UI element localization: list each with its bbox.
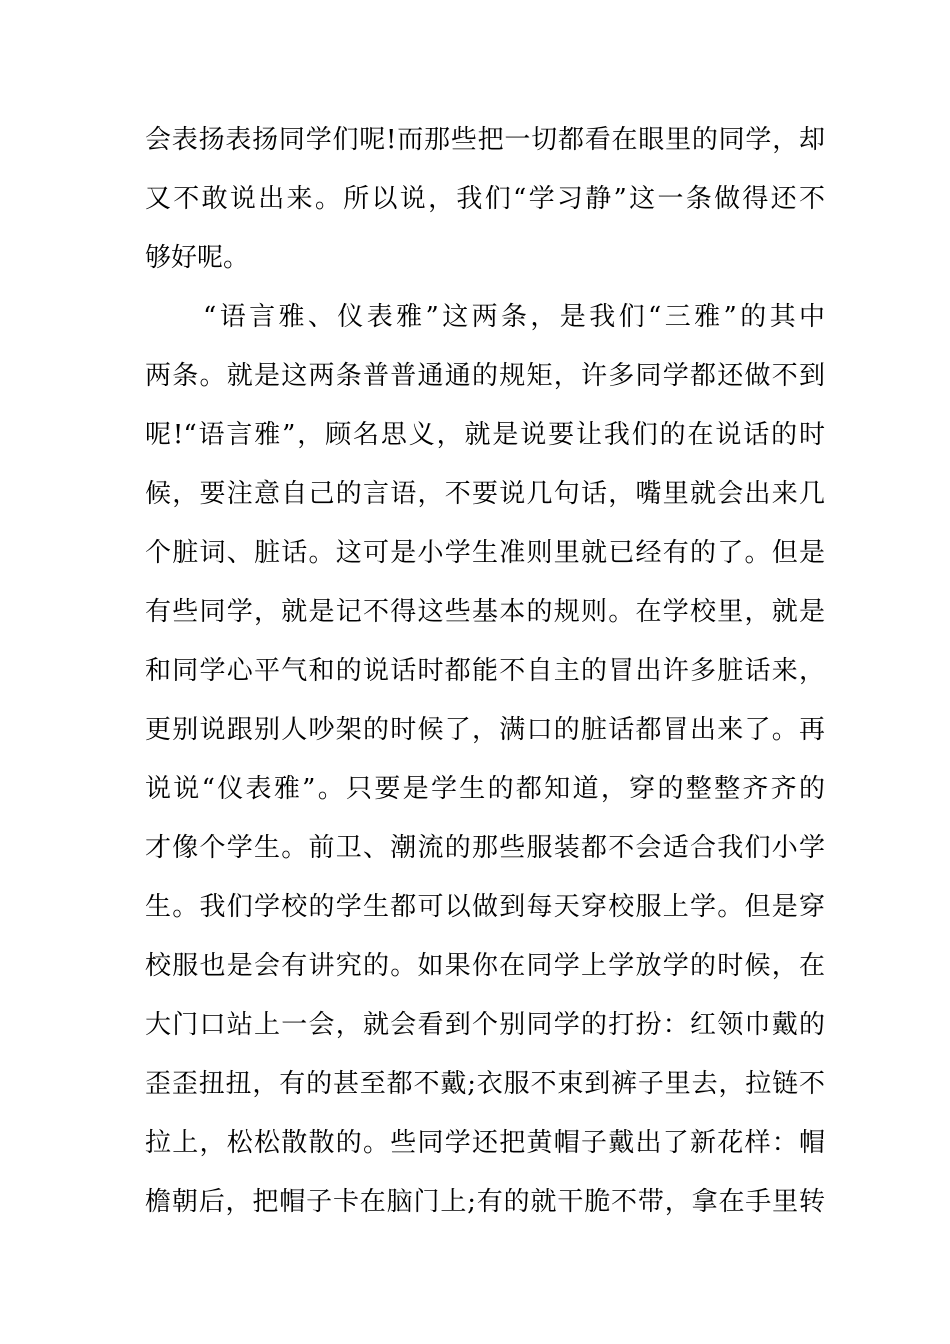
- text-line: 才像个学生。前卫、潮流的那些服装都不会适合我们小学: [145, 833, 825, 863]
- text-line: 会表扬表扬同学们呢!而那些把一切都看在眼里的同学，却: [145, 125, 825, 155]
- text-line: 候，要注意自己的言语，不要说几句话，嘴里就会出来几: [145, 479, 825, 509]
- text-line: 够好呢。: [145, 243, 250, 273]
- text-line: 歪歪扭扭，有的甚至都不戴;衣服不束到裤子里去，拉链不: [145, 1069, 825, 1099]
- text-line: 檐朝后，把帽子卡在脑门上;有的就干脆不带，拿在手里转: [145, 1187, 825, 1217]
- text-line: 又不敢说出来。所以说，我们“学习静”这一条做得还不: [145, 184, 825, 214]
- text-line: 两条。就是这两条普普通通的规矩，许多同学都还做不到: [145, 361, 825, 391]
- text-line: 呢!“语言雅”，顾名思义，就是说要让我们的在说话的时: [145, 420, 825, 450]
- text-line: 说说“仪表雅”。只要是学生的都知道，穿的整整齐齐的: [145, 774, 825, 804]
- text-line: 大门口站上一会，就会看到个别同学的打扮：红领巾戴的: [145, 1010, 825, 1040]
- text-line: 生。我们学校的学生都可以做到每天穿校服上学。但是穿: [145, 892, 825, 922]
- text-line: 更别说跟别人吵架的时候了，满口的脏话都冒出来了。再: [145, 715, 825, 745]
- text-line: 个脏词、脏话。这可是小学生准则里就已经有的了。但是: [145, 538, 825, 568]
- text-line: 拉上，松松散散的。些同学还把黄帽子戴出了新花样：帽: [145, 1128, 825, 1158]
- paragraph-first-line: “语言雅、仪表雅”这两条，是我们“三雅”的其中: [203, 302, 825, 332]
- text-line: 和同学心平气和的说话时都能不自主的冒出许多脏话来，: [145, 656, 825, 686]
- text-line: 有些同学，就是记不得这些基本的规则。在学校里，就是: [145, 597, 825, 627]
- text-line: 校服也是会有讲究的。如果你在同学上学放学的时候，在: [145, 951, 825, 981]
